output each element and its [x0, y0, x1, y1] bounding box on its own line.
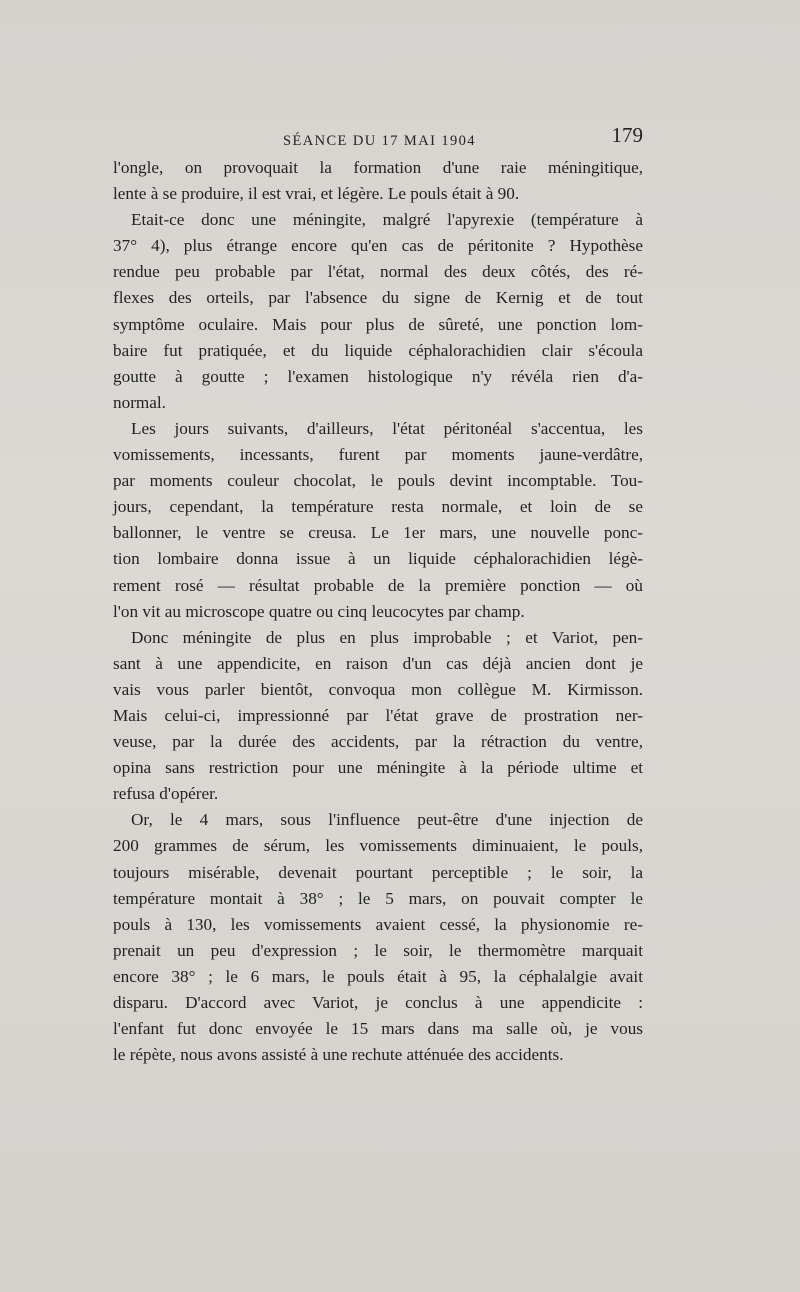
text-line: rement rosé — résultat probable de la première ponction — où: [113, 575, 643, 595]
text-line: 37° 4), plus étrange encore qu'en cas de péritonite ? Hypothèse: [113, 236, 643, 256]
text-line: rendue peu probable par l'état, normal des deux côtés, des ré-: [113, 262, 643, 282]
text-line: 200 grammes de sérum, les vomissements diminuaient, le pouls,: [113, 836, 643, 856]
page-header: [113, 123, 643, 153]
text-line: sant à une appendicite, en raison d'un cas déjà ancien dont je: [113, 653, 643, 673]
text-line: l'on vit au microscope quatre ou cinq leucocytes par champ.: [113, 601, 525, 621]
text-line: encore 38° ; le 6 mars, le pouls était à 95, la céphalalgie avait: [113, 966, 643, 986]
text-line: ballonner, le ventre se creusa. Le 1er mars, une nouvelle ponc-: [113, 523, 643, 543]
text-line: prenait un peu d'expression ; le soir, le thermomètre marquait: [113, 940, 643, 960]
text-line: le répète, nous avons assisté à une rechute atténuée des accidents.: [113, 1045, 564, 1065]
page-number: 179: [611, 123, 643, 147]
text-line: Donc méningite de plus en plus improbable ; et Variot, pen-: [131, 627, 643, 647]
text-line: Etait-ce donc une méningite, malgré l'apyrexie (température à: [131, 210, 643, 230]
text-line: opina sans restriction pour une méningite à la période ultime et: [113, 758, 643, 778]
text-line: vomissements, incessants, furent par moments jaune-verdâtre,: [113, 445, 643, 465]
text-line: pouls à 130, les vomissements avaient cessé, la physionomie re-: [113, 914, 643, 934]
text-line: baire fut pratiquée, et du liquide céphalorachidien clair s'écoula: [113, 340, 643, 360]
text-line: vais vous parler bientôt, convoqua mon collègue M. Kirmisson.: [113, 679, 643, 699]
body-text: [113, 155, 643, 1068]
text-line: disparu. D'accord avec Variot, je conclus à une appendicite :: [113, 993, 643, 1012]
text-line: flexes des orteils, par l'absence du signe de Kernig et de tout: [113, 288, 643, 308]
text-line: par moments couleur chocolat, le pouls devint incomptable. Tou-: [113, 471, 643, 491]
text-line: température montait à 38° ; le 5 mars, on pouvait compter le: [113, 888, 643, 908]
text-line: veuse, par la durée des accidents, par la rétraction du ventre,: [113, 732, 643, 752]
text-line: jours, cependant, la température resta normale, et loin de se: [113, 497, 643, 517]
text-line: toujours misérable, devenait pourtant perceptible ; le soir, la: [113, 862, 643, 882]
text-line: refusa d'opérer.: [113, 784, 219, 804]
text-line: tion lombaire donna issue à un liquide céphalorachidien légè-: [113, 549, 643, 569]
running-head: SÉANCE DU 17 MAI 1904: [283, 133, 476, 149]
text-line: Mais celui-ci, impressionné par l'état grave de prostration ner-: [113, 705, 643, 725]
text-line: symptôme oculaire. Mais pour plus de sûreté, une ponction lom-: [113, 314, 643, 334]
text-line: lente à se produire, il est vrai, et légère. Le pouls était à 90.: [113, 184, 520, 204]
text-line: Les jours suivants, d'ailleurs, l'état péritonéal s'accentua, les: [131, 418, 643, 438]
text-line: Or, le 4 mars, sous l'influence peut-être d'une injection de: [131, 810, 643, 830]
text-line: l'enfant fut donc envoyée le 15 mars dans ma salle où, je vous: [113, 1019, 643, 1039]
text-line: normal.: [113, 392, 166, 412]
text-line: l'ongle, on provoquait la formation d'une raie méningitique,: [113, 158, 643, 177]
text-line: goutte à goutte ; l'examen histologique n'y révéla rien d'a-: [113, 366, 643, 386]
